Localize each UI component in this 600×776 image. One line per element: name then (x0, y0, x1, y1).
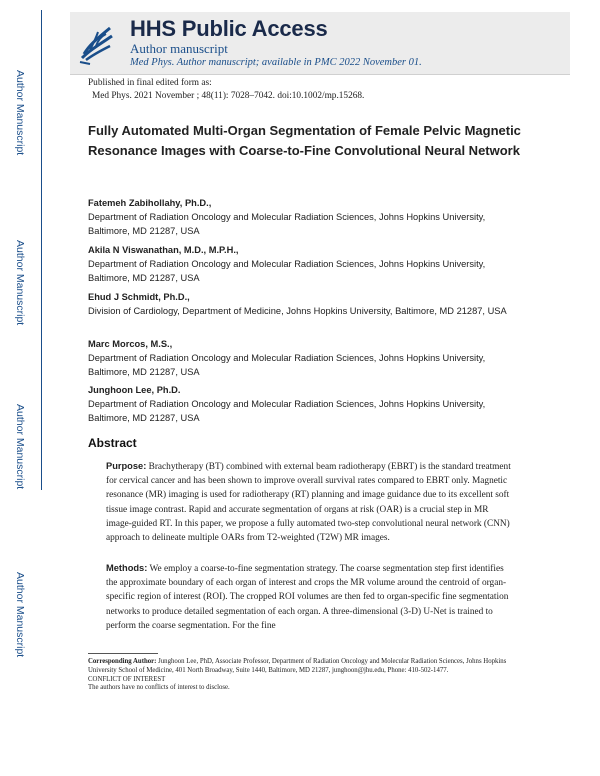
author-name: Akila N Viswanathan, M.D., M.P.H., (88, 245, 239, 255)
author-name: Ehud J Schmidt, Ph.D., (88, 292, 190, 302)
author-affiliation: Division of Cardiology, Department of Medicine, Johns Hopkins University, Baltimore, MD 21287, USA (88, 306, 507, 316)
paper-title: Fully Automated Multi-Organ Segmentation of Female Pelvic Magnetic Resonance Images with Coarse-to-Fine Convolutional Neural Network (88, 123, 521, 158)
corresponding-label: Corresponding Author: (88, 658, 157, 665)
footnote-rule (88, 653, 158, 654)
author-block (88, 243, 528, 285)
hhs-eagle-logo-icon (76, 20, 116, 66)
abstract-heading: Abstract (88, 436, 137, 450)
pub-info-line-1: Published in final edited form as: (88, 78, 212, 88)
purpose-label: Purpose: (106, 461, 147, 471)
abstract-methods (106, 561, 516, 633)
sidebar (0, 0, 40, 776)
hhs-title: HHS Public Access (130, 16, 328, 41)
author-affiliation: Department of Radiation Oncology and Molecular Radiation Sciences, Johns Hopkins University, Baltimore, MD 21287, USA (88, 259, 486, 283)
abstract-purpose (106, 459, 516, 545)
pub-info-line-2: Med Phys. 2021 November ; 48(11): 7028–7042. doi:10.1002/mp.15268. (92, 91, 365, 101)
publication-info (88, 77, 364, 103)
manuscript-label: Author manuscript (130, 41, 228, 56)
conflict-text: The authors have no conflicts of interest to disclose. (88, 684, 230, 692)
author-block (88, 196, 528, 238)
author-affiliation: Department of Radiation Oncology and Molecular Radiation Sciences, Johns Hopkins University, Baltimore, MD 21287, USA (88, 212, 486, 236)
author-affiliation: Department of Radiation Oncology and Molecular Radiation Sciences, Johns Hopkins University, Baltimore, MD 21287, USA (88, 399, 486, 423)
author-name: Marc Morcos, M.S., (88, 339, 173, 349)
journal-availability: Med Phys. Author manuscript; available in PMC 2022 November 01. (130, 57, 422, 68)
author-affiliation: Department of Radiation Oncology and Molecular Radiation Sciences, Johns Hopkins University, Baltimore, MD 21287, USA (88, 353, 486, 377)
author-name: Fatemeh Zabihollahy, Ph.D., (88, 198, 212, 208)
corresponding-author-note (88, 658, 528, 676)
sidebar-label-4: Author Manuscript (14, 572, 26, 658)
author-block (88, 290, 528, 318)
conflict-heading: CONFLICT OF INTEREST (88, 675, 166, 683)
corresponding-text: Junghoon Lee, PhD, Associate Professor, Department of Radiation Oncology and Molecular Radiation Sciences, Johns Hopkins University School of Medicine, 401 North Broadway, Suite 1440, Baltimore, MD 21287, junghoon@jhu.edu, Phone: 410-502-1477. (88, 658, 507, 674)
sidebar-label-3: Author Manuscript (14, 404, 26, 490)
footnote (88, 658, 528, 693)
author-block (88, 383, 528, 425)
sidebar-label-1: Author Manuscript (14, 70, 26, 156)
sidebar-divider (41, 10, 42, 490)
author-block (88, 337, 528, 379)
methods-text: We employ a coarse-to-fine segmentation strategy. The coarse segmentation step first identifies the approximate boundary of each organ of interest and crops the MR volume around the centroid of organ-specific region of interest (ROI). The cropped ROI volumes are then fed to organ-specific fine segmentation networks to produce detailed segmentation of each organ. A three-dimensional (3-D) U-Net is trained to perform the coarse segmentation. For the fine (106, 564, 509, 631)
sidebar-label-2: Author Manuscript (14, 240, 26, 326)
author-name: Junghoon Lee, Ph.D. (88, 385, 181, 395)
purpose-text: Brachytherapy (BT) combined with external beam radiotherapy (EBRT) is the standard treatment for cervical cancer and has been shown to improve overall survival rates compared to EBRT only. Magnetic resonance (MR) imaging is used for radiotherapy (RT) planning and image guidance due to its excellent soft tissue image contrast. Rapid and accurate segmentation of organs at risk (OAR) is a crucial step in MR image-guided RT. In this paper, we propose a fully automated two-step convolutional neural network (CNN) approach to delineate multiple OARs from T2-weighted (T2W) MR images. (106, 462, 511, 544)
methods-label: Methods: (106, 563, 148, 573)
